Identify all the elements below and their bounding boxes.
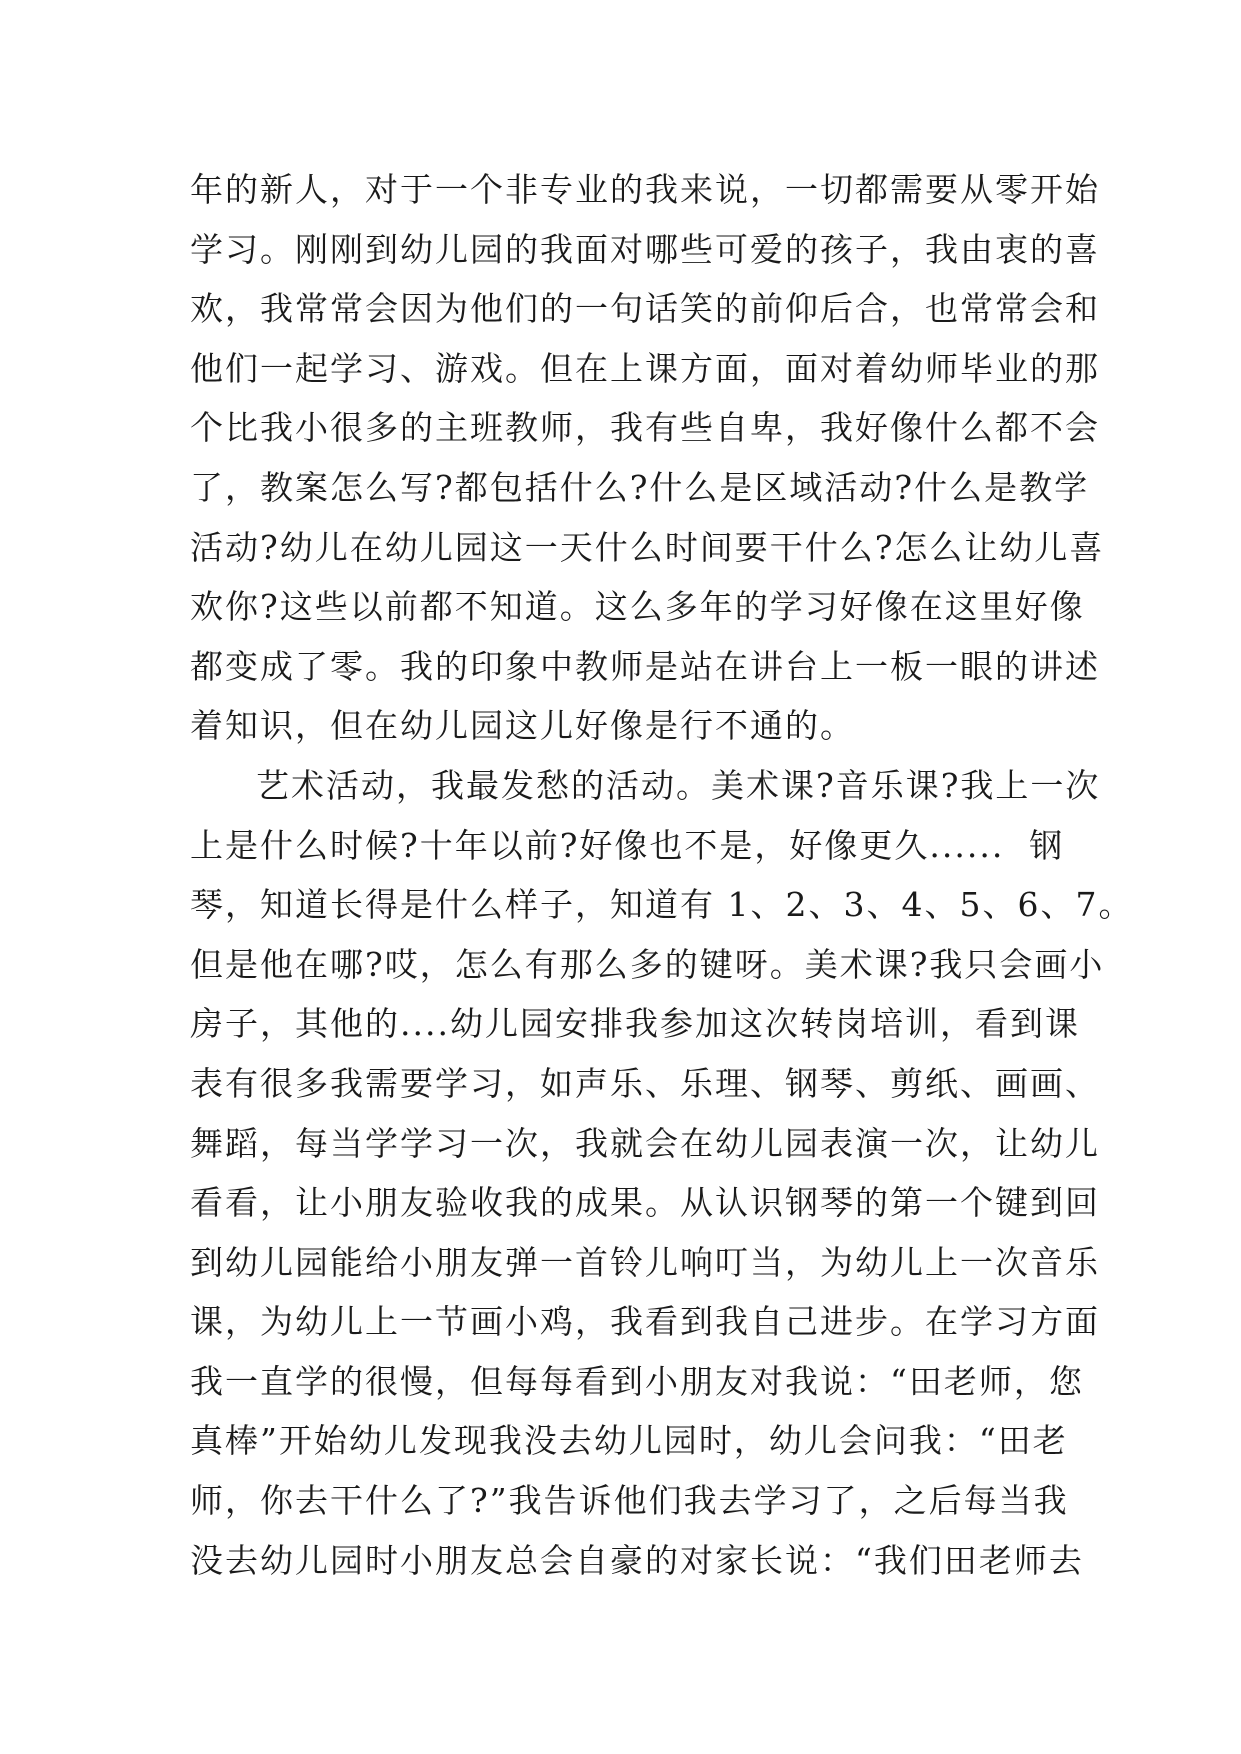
text-line: 欢，我常常会因为他们的一句话笑的前仰后合，也常常会和	[190, 289, 1100, 329]
text-line: 都变成了零。我的印象中教师是站在讲台上一板一眼的讲述	[190, 646, 1100, 686]
text-line: 琴，知道长得是什么样子，知道有 1、2、3、4、5、6、7。	[190, 885, 1134, 925]
paragraph-start-line: 艺术活动，我最发愁的活动。美术课?音乐课?我上一次	[256, 765, 1101, 805]
text-line: 欢你?这些以前都不知道。这么多年的学习好像在这里好像	[190, 587, 1085, 627]
text-line: 舞蹈，每当学学习一次，我就会在幼儿园表演一次，让幼儿	[190, 1123, 1100, 1163]
text-line: 他们一起学习、游戏。但在上课方面，面对着幼师毕业的那	[190, 348, 1100, 388]
text-line: 到幼儿园能给小朋友弹一首铃儿响叮当，为幼儿上一次音乐	[190, 1242, 1100, 1282]
text-line: 师，你去干什么了?”我告诉他们我去学习了，之后每当我	[190, 1481, 1069, 1521]
body-text	[190, 160, 1134, 1590]
text-line: 课，为幼儿上一节画小鸡，我看到我自己进步。在学习方面	[190, 1302, 1100, 1342]
text-line: 看看，让小朋友验收我的成果。从认识钢琴的第一个键到回	[190, 1183, 1100, 1223]
text-line: 我一直学的很慢，但每每看到小朋友对我说：“田老师，您	[190, 1361, 1084, 1401]
text-line: 房子，其他的....幼儿园安排我参加这次转岗培训，看到课	[190, 1004, 1080, 1044]
text-line: 没去幼儿园时小朋友总会自豪的对家长说：“我们田老师去	[190, 1540, 1084, 1580]
text-line: 但是他在哪?哎，怎么有那么多的键呀。美术课?我只会画小	[190, 944, 1105, 984]
text-line: 着知识，但在幼儿园这儿好像是行不通的。	[190, 706, 855, 746]
text-line: 真棒”开始幼儿发现我没去幼儿园时，幼儿会问我：“田老	[190, 1421, 1068, 1461]
text-line: 年的新人，对于一个非专业的我来说，一切都需要从零开始	[190, 170, 1100, 209]
text-line: 个比我小很多的主班教师，我有些自卑，我好像什么都不会	[190, 408, 1100, 448]
text-line: 活动?幼儿在幼儿园这一天什么时间要干什么?怎么让幼儿喜	[190, 527, 1105, 567]
text-line: 学习。刚刚到幼儿园的我面对哪些可爱的孩子，我由衷的喜	[190, 229, 1100, 269]
text-line: 了，教案怎么写?都包括什么?什么是区域活动?什么是教学	[190, 467, 1090, 507]
text-line: 表有很多我需要学习，如声乐、乐理、钢琴、剪纸、画画、	[190, 1063, 1100, 1103]
text-line: 上是什么时候?十年以前?好像也不是，好像更久...... 钢	[190, 825, 1065, 865]
